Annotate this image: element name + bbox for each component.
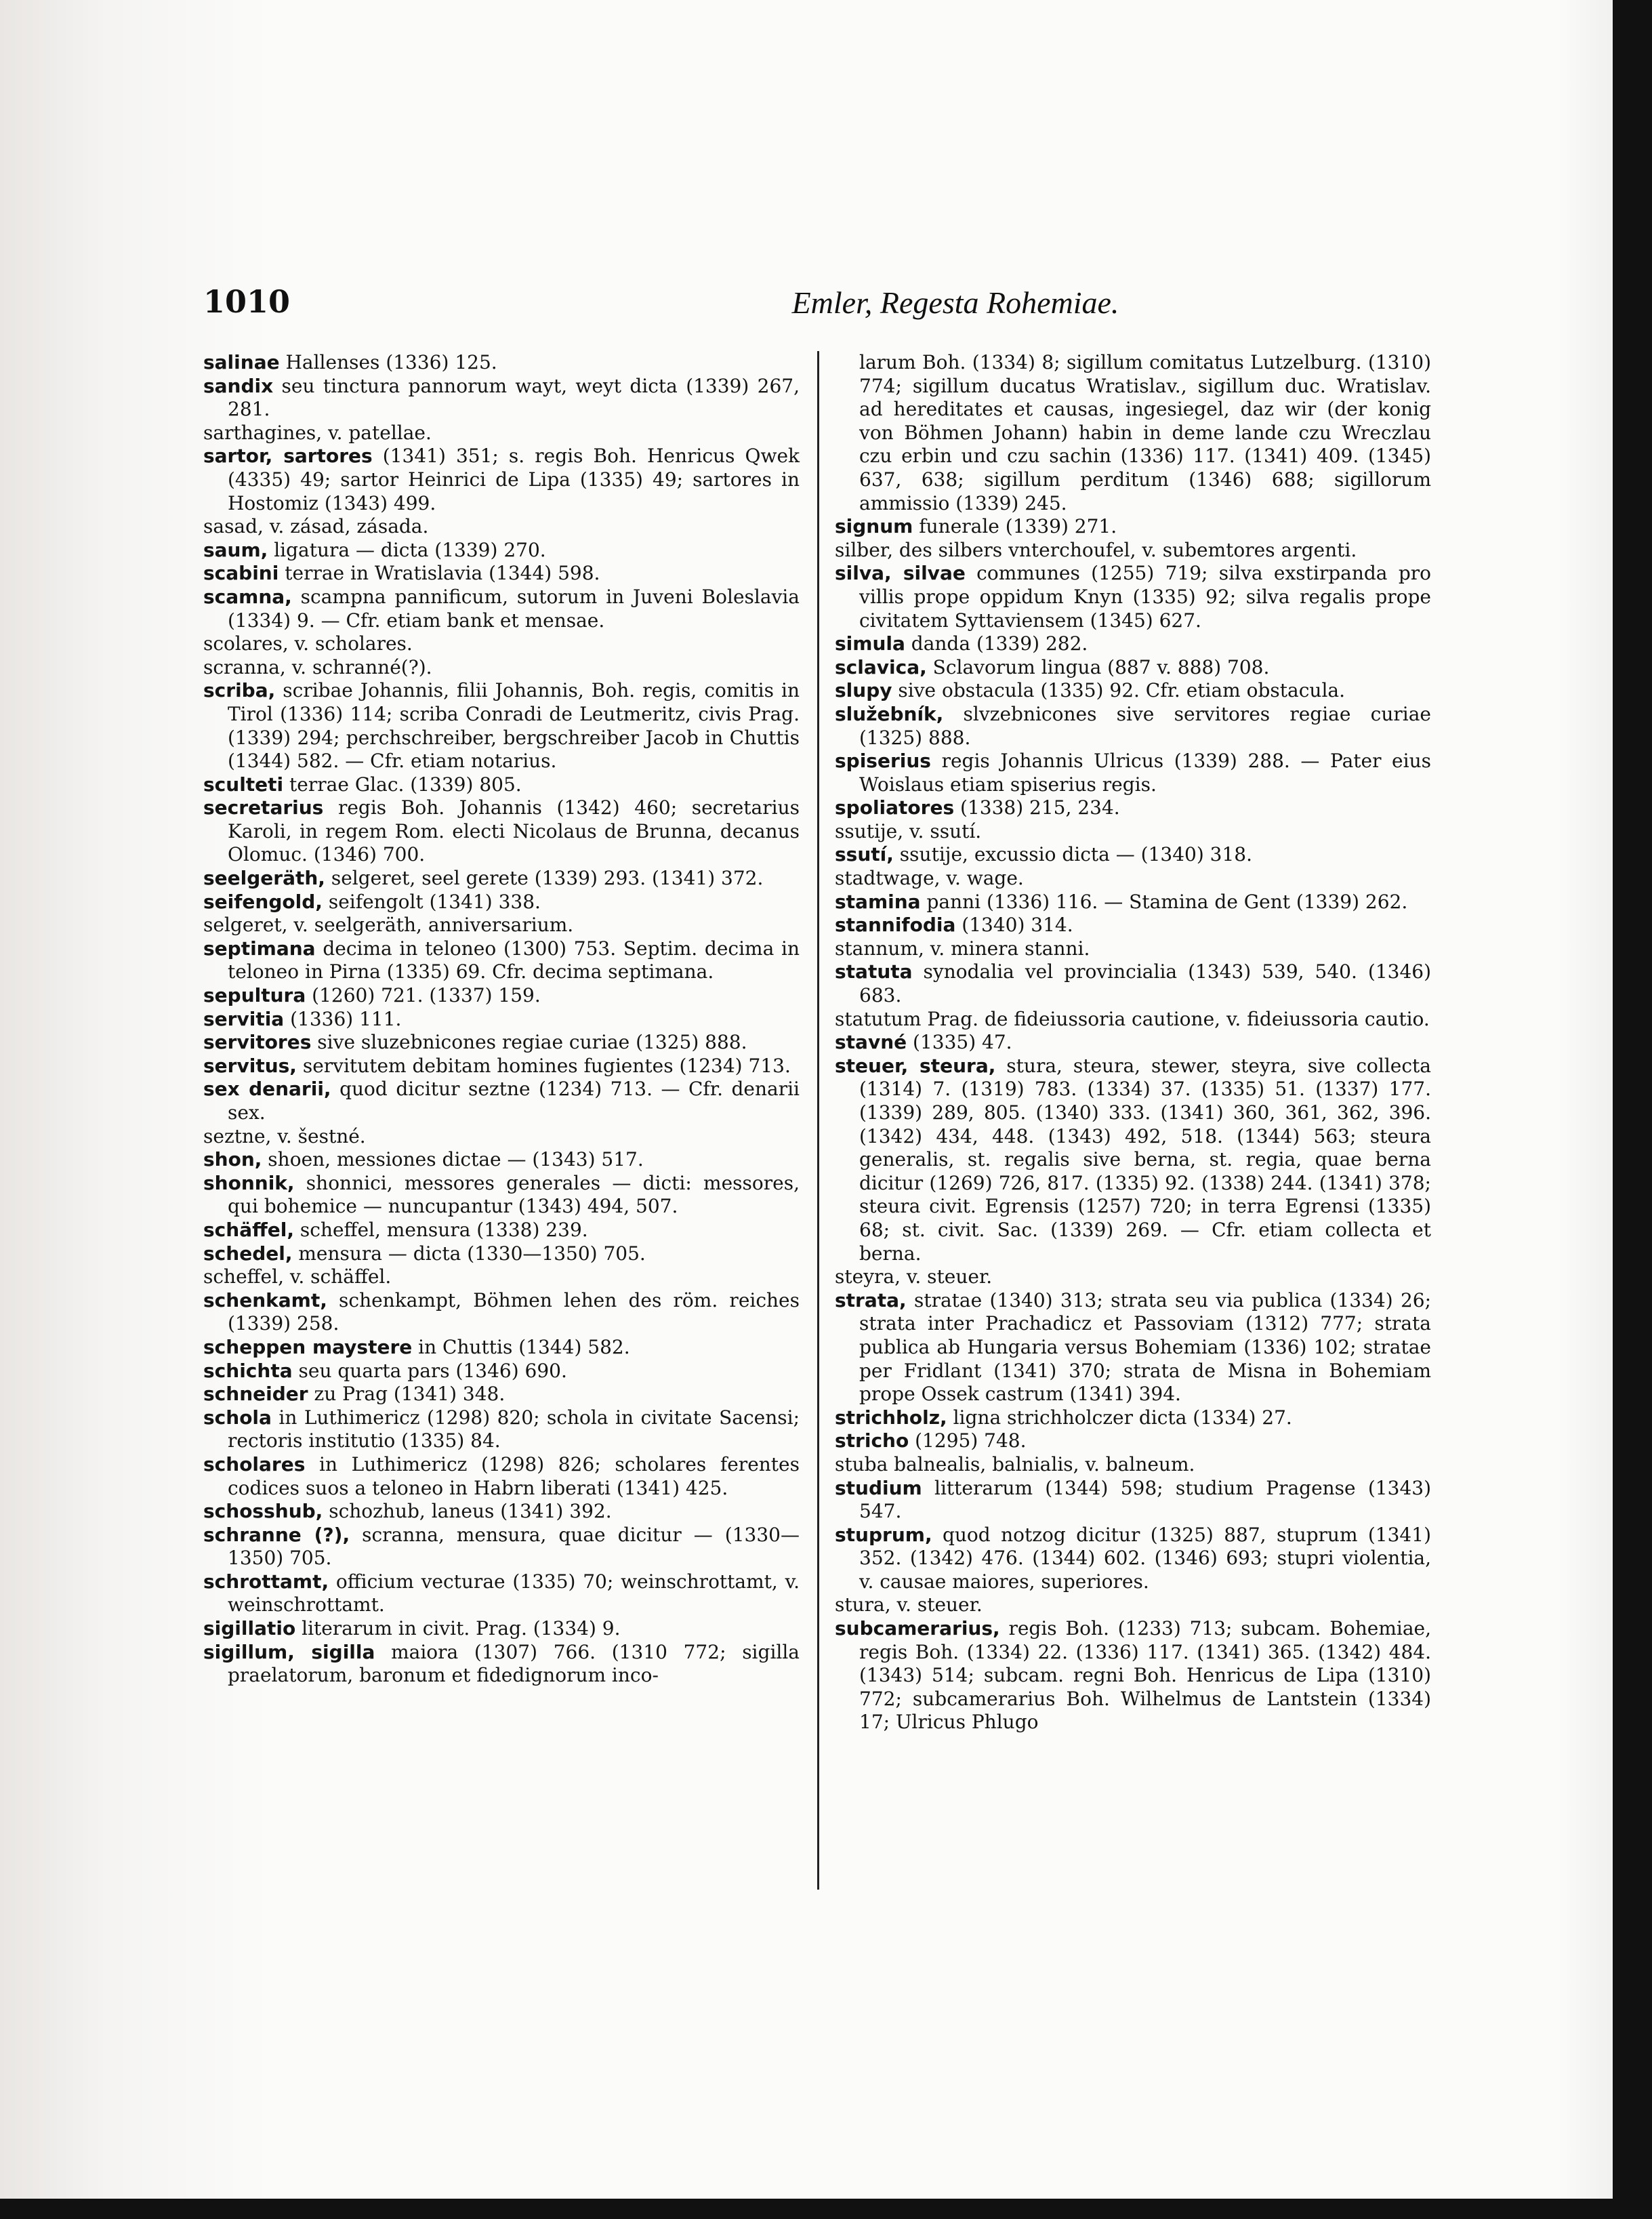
entry-headword: schedel,: [203, 1242, 293, 1265]
entry-headword: subcamerarius,: [835, 1617, 1000, 1640]
entry-headword: simula: [835, 632, 905, 655]
entry-text: stura, steura, stewer, steyra, sive collecta (1314) 7. (1319) 783. (1334) 37. (1335) 51. (1337) 177. (1339) 289, 805. (1340) 333. (1341) 360, 361, 362, 396. (1342) 434, 448. (1343) 492, 518. (1344) 563; steura generalis, st. regalis sive berna, st. regia, quae berna dicitur (1269) 726, 817. (1335) 92. (1338) 244. (1341) 378; steura civit. Egrensis (1257) 720; in terra Egrensi (1335) 68; st. civit. Sac. (1339) 269. — Cfr. etiam collecta et berna.: [859, 1054, 1431, 1265]
entry-text: in Luthimericz (1298) 826; scholares ferentes codices suos a teloneo in Habrn liberati (1341) 425.: [228, 1452, 800, 1499]
entry-text: in Chuttis (1344) 582.: [412, 1335, 630, 1358]
entry-text: stuba balnealis, balnialis, v. balneum.: [835, 1452, 1195, 1475]
entry-headword: shon,: [203, 1148, 262, 1171]
index-entry: [203, 1336, 800, 1360]
entry-headword: sculteti: [203, 773, 284, 796]
entry-headword: sex denarii,: [203, 1078, 331, 1101]
entry-headword: saum,: [203, 538, 268, 561]
index-entry: [203, 586, 800, 632]
entry-text: slvzebnicones sive servitores regiae curiae (1325) 888.: [859, 702, 1431, 749]
index-entry: [203, 1008, 800, 1032]
entry-headword: steuer, steura,: [835, 1054, 996, 1077]
entry-text: (1260) 721. (1337) 159.: [306, 984, 541, 1007]
left-column: [203, 351, 800, 1688]
entry-headword: schäffel,: [203, 1218, 294, 1241]
index-entry: [835, 515, 1431, 539]
index-entry: [835, 562, 1431, 632]
index-entry: [835, 1593, 1431, 1617]
entry-text: (1338) 215, 234.: [954, 796, 1120, 819]
entry-text: Hallenses (1336) 125.: [279, 351, 497, 373]
entry-text: (1295) 748.: [909, 1429, 1027, 1452]
index-entry: [835, 1031, 1431, 1055]
index-entry: [203, 1125, 800, 1149]
index-entry: [835, 1429, 1431, 1453]
entry-text: decima in teloneo (1300) 753. Septim. decima in teloneo in Pirna (1335) 69. Cfr. decima septimana.: [228, 937, 800, 983]
entry-headword: studium: [835, 1476, 922, 1499]
entry-text: scranna, v. schranné(?).: [203, 655, 432, 678]
entry-headword: scheppen maystere: [203, 1335, 413, 1358]
entry-text: scranna, mensura, quae dicitur — (1330—1350) 705.: [228, 1523, 800, 1570]
entry-text: literarum in civit. Prag. (1334) 9.: [295, 1617, 621, 1640]
index-entry: [203, 1383, 800, 1406]
index-entry: [835, 1406, 1431, 1430]
entry-headword: schola: [203, 1406, 272, 1429]
entry-text: danda (1339) 282.: [905, 632, 1088, 655]
index-entry: [835, 937, 1431, 961]
entry-text: larum Boh. (1334) 8; sigillum comitatus Lutzelburg. (1310) 774; sigillum ducatus Wratislav., sigillum duc. Wratislav. ad hereditates et causas, ingesiegel, daz wir (der konig von Böhmen Johann) habin in deme lande czu Wreczlau czu erbin und czu sachin (1336) 117. (1341) 409. (1345) 637, 638; sigillum perditum (1346) 688; sigillorum ammissio (1339) 245.: [859, 351, 1431, 514]
index-entry: [203, 539, 800, 563]
entry-text: regis Boh. Johannis (1342) 460; secretarius Karoli, in regem Rom. electi Nicolaus de Brunna, decanus Olomuc. (1346) 700.: [228, 796, 800, 866]
index-entry: [835, 1453, 1431, 1477]
index-entry: [203, 1406, 800, 1453]
entry-text: ssutije, excussio dicta — (1340) 318.: [893, 843, 1253, 866]
entry-headword: secretarius: [203, 796, 324, 819]
index-entry: [203, 351, 800, 375]
entry-headword: scabini: [203, 562, 279, 585]
index-entry: [203, 796, 800, 867]
entry-text: sive sluzebnicones regiae curiae (1325) 888.: [311, 1031, 747, 1054]
entry-text: schenkampt, Böhmen lehen des röm. reiches (1339) 258.: [228, 1288, 800, 1335]
entry-text: selgeret, v. seelgeräth, anniversarium.: [203, 914, 574, 937]
index-entry: [835, 867, 1431, 891]
scan-edge-bottom: [0, 2199, 1652, 2219]
entry-headword: salinae: [203, 351, 280, 373]
entry-headword: schenkamt,: [203, 1288, 327, 1311]
entry-text: stratae (1340) 313; strata seu via publica (1334) 26; strata inter Prachadicz et Passoviam (1312) 777; strata publica ab Hungaria versus Bohemiam (1336) 102; stratae per Fridlant (1341) 370; strata de Misna in Bohemiam prope Ossek castrum (1341) 394.: [859, 1288, 1431, 1406]
index-entry: [203, 562, 800, 586]
index-entry: [203, 937, 800, 984]
entry-headword: seifengold,: [203, 890, 323, 913]
entry-headword: stavné: [835, 1031, 907, 1054]
entry-headword: schosshub,: [203, 1500, 323, 1523]
entry-text: sive obstacula (1335) 92. Cfr. etiam obstacula.: [892, 679, 1345, 702]
entry-headword: schrottamt,: [203, 1570, 329, 1593]
entry-headword: ssutí,: [835, 843, 894, 866]
index-entry: [835, 843, 1431, 867]
entry-headword: sigillatio: [203, 1617, 296, 1640]
entry-text: scribae Johannis, filii Johannis, Boh. regis, comitis in Tirol (1336) 114; scriba Conradi de Leutmeritz, civis Prag. (1339) 294; perchschreiber, bergschreiber Jacob in Chuttis (1344) 582. — Cfr. etiam notarius.: [228, 679, 800, 773]
index-entry: [203, 1360, 800, 1383]
entry-headword: strichholz,: [835, 1406, 947, 1429]
entry-text: litterarum (1344) 598; studium Pragense (1343) 547.: [859, 1476, 1431, 1523]
index-entry: [203, 445, 800, 515]
index-entry: [203, 1641, 800, 1688]
index-entry: [203, 891, 800, 914]
entry-headword: scriba,: [203, 679, 276, 702]
right-column: [835, 351, 1431, 1734]
entry-text: quod dicitur seztne (1234) 713. — Cfr. denarii sex.: [228, 1078, 800, 1124]
entry-text: funerale (1339) 271.: [913, 515, 1117, 538]
entry-text: scheffel, mensura (1338) 239.: [294, 1218, 588, 1241]
entry-headword: shonnik,: [203, 1171, 295, 1194]
column-divider: [817, 351, 819, 1890]
entry-text: (1336) 111.: [284, 1007, 402, 1030]
entry-text: regis Boh. (1233) 713; subcam. Bohemiae, regis Boh. (1334) 22. (1336) 117. (1341) 365. (1342) 484. (1343) 514; subcam. regni Boh. Henricus de Lipa (1310) 772; subcamerarius Boh. Wilhelmus de Lantstein (1334) 17; Ulricus Phlugo: [859, 1617, 1431, 1734]
index-entry: [835, 1617, 1431, 1734]
index-entry: [835, 1289, 1431, 1406]
entry-headword: scholares: [203, 1452, 306, 1475]
entry-text: communes (1255) 719; silva exstirpanda pro villis prope oppidum Knyn (1335) 92; silva regalis prope civitatem Syttaviensem (1345) 627.: [859, 562, 1432, 632]
entry-headword: servitus,: [203, 1054, 297, 1077]
entry-text: scampna pannificum, sutorum in Juveni Boleslavia (1334) 9. — Cfr. etiam bank et mensae.: [228, 585, 800, 632]
entry-headword: seelgeräth,: [203, 867, 325, 890]
entry-text: (1341) 351; s. regis Boh. Henricus Qwek (4335) 49; sartor Heinrici de Lipa (1335) 49; sartores in Hostomiz (1343) 499.: [228, 445, 800, 514]
entry-headword: schranne (?),: [203, 1523, 350, 1546]
index-entry: [203, 1242, 800, 1266]
entry-headword: sartor, sartores: [203, 445, 373, 468]
index-entry: [835, 750, 1431, 796]
entry-headword: slupy: [835, 679, 892, 702]
entry-text: seu quarta pars (1346) 690.: [292, 1359, 567, 1382]
entry-headword: sigillum, sigilla: [203, 1640, 375, 1663]
entry-text: servitutem debitam homines fugientes (1234) 713.: [296, 1054, 791, 1077]
entry-text: (1335) 47.: [907, 1031, 1012, 1054]
entry-text: stadtwage, v. wage.: [835, 867, 1024, 890]
entry-text: sasad, v. zásad, zásada.: [203, 515, 429, 538]
index-entry: [203, 1617, 800, 1641]
entry-headword: stuprum,: [835, 1523, 932, 1546]
entry-headword: strata,: [835, 1288, 907, 1311]
index-entry: [203, 1219, 800, 1242]
page-number: 1010: [203, 283, 291, 320]
entry-text: silber, des silbers vnterchoufel, v. subemtores argenti.: [835, 538, 1357, 561]
entry-headword: stannifodia: [835, 914, 956, 937]
entry-text: schozhub, laneus (1341) 392.: [323, 1500, 612, 1523]
index-entry: [203, 375, 800, 422]
entry-text: sarthagines, v. patellae.: [203, 421, 432, 444]
entry-text: seztne, v. šestné.: [203, 1124, 366, 1147]
entry-headword: služebník,: [835, 702, 944, 725]
entry-headword: spiserius: [835, 750, 931, 773]
entry-text: quod notzog dicitur (1325) 887, stuprum (1341) 352. (1342) 476. (1344) 602. (1346) 693; stupri violentia, v. causae maiores, superiores.: [859, 1523, 1431, 1593]
entry-text: maiora (1307) 766. (1310 772; sigilla praelatorum, baronum et fidedignorum inco-: [228, 1640, 800, 1687]
entry-text: shonnici, messores generales — dicti: messores, qui bohemice — nuncupantur (1343) 494, 507.: [228, 1171, 800, 1218]
entry-text: in Luthimericz (1298) 820; schola in civitate Sacensi; rectoris institutio (1335) 84.: [228, 1406, 800, 1452]
entry-text: synodalia vel provincialia (1343) 539, 540. (1346) 683.: [859, 960, 1431, 1007]
index-entry: [835, 1008, 1431, 1032]
index-entry: [835, 632, 1431, 656]
index-entry: [835, 914, 1431, 937]
entry-text: (1340) 314.: [955, 914, 1073, 937]
entry-headword: schneider: [203, 1383, 308, 1406]
index-entry: [835, 960, 1431, 1007]
entry-headword: servitia: [203, 1007, 285, 1030]
running-title: Emler, Regesta Rohemiae.: [791, 285, 1119, 320]
entry-text: panni (1336) 116. — Stamina de Gent (1339) 262.: [920, 890, 1408, 913]
entry-text: terrae Glac. (1339) 805.: [283, 773, 522, 796]
entry-headword: schichta: [203, 1359, 293, 1382]
entry-text: shoen, messiones dictae — (1343) 517.: [262, 1148, 644, 1171]
entry-headword: sclavica,: [835, 655, 927, 678]
index-entry: [203, 1570, 800, 1617]
index-entry: [835, 820, 1431, 844]
index-entry: [203, 1172, 800, 1219]
entry-headword: sepultura: [203, 984, 306, 1007]
entry-headword: sandix: [203, 374, 274, 397]
index-entry: [203, 1031, 800, 1055]
index-entry: [203, 1148, 800, 1172]
entry-text: stura, v. steuer.: [835, 1593, 983, 1616]
entry-text: seifengolt (1341) 338.: [322, 890, 541, 913]
index-entry: [203, 1289, 800, 1336]
entry-headword: statuta: [835, 960, 913, 983]
index-entry: [203, 632, 800, 656]
index-entry: [203, 1500, 800, 1524]
entry-headword: scamna,: [203, 585, 292, 608]
entry-headword: spoliatores: [835, 796, 955, 819]
index-entry: [203, 914, 800, 937]
index-entry: [835, 1055, 1431, 1265]
index-entry: [835, 796, 1431, 820]
entry-headword: stricho: [835, 1429, 909, 1452]
entry-text: scheffel, v. schäffel.: [203, 1265, 392, 1288]
entry-headword: septimana: [203, 937, 316, 960]
entry-headword: servitores: [203, 1031, 312, 1054]
entry-text: mensura — dicta (1330—1350) 705.: [292, 1242, 646, 1265]
entry-text: Sclavorum lingua (887 v. 888) 708.: [926, 655, 1270, 678]
entry-text: seu tinctura pannorum wayt, weyt dicta (1339) 267, 281.: [228, 374, 800, 421]
index-entry: [835, 1524, 1431, 1594]
entry-text: ligatura — dicta (1339) 270.: [268, 538, 546, 561]
entry-text: zu Prag (1341) 348.: [308, 1383, 505, 1406]
index-entry: [203, 422, 800, 445]
index-entry: [835, 351, 1431, 515]
scan-edge-right: [1613, 0, 1652, 2219]
entry-text: officium vecturae (1335) 70; weinschrottamt, v. weinschrottamt.: [228, 1570, 800, 1616]
index-entry: [835, 539, 1431, 563]
index-entry: [835, 1265, 1431, 1289]
entry-headword: stamina: [835, 890, 921, 913]
index-entry: [203, 984, 800, 1008]
entry-text: terrae in Wratislavia (1344) 598.: [278, 562, 600, 585]
index-entry: [203, 1055, 800, 1078]
index-entry: [835, 1477, 1431, 1524]
index-entry: [203, 515, 800, 539]
entry-headword: signum: [835, 515, 913, 538]
index-entry: [203, 656, 800, 680]
entry-text: stannum, v. minera stanni.: [835, 937, 1090, 960]
index-entry: [835, 891, 1431, 914]
index-entry: [835, 703, 1431, 750]
index-entry: [835, 656, 1431, 680]
entry-text: steyra, v. steuer.: [835, 1265, 993, 1288]
page-header: [203, 283, 1477, 324]
index-entry: [203, 867, 800, 891]
entry-text: selgeret, seel gerete (1339) 293. (1341) 372.: [325, 867, 764, 890]
entry-text: statutum Prag. de fideiussoria cautione, v. fideiussoria cautio.: [835, 1007, 1430, 1030]
entry-text: scolares, v. scholares.: [203, 632, 413, 655]
entry-headword: silva, silvae: [835, 562, 966, 585]
index-entry: [835, 679, 1431, 703]
index-entry: [203, 773, 800, 797]
entry-text: ligna strichholczer dicta (1334) 27.: [947, 1406, 1292, 1429]
index-entry: [203, 1524, 800, 1570]
index-entry: [203, 1078, 800, 1124]
index-entry: [203, 1265, 800, 1289]
index-entry: [203, 679, 800, 773]
entry-text: ssutije, v. ssutí.: [835, 819, 982, 842]
entry-text: regis Johannis Ulricus (1339) 288. — Pater eius Woislaus etiam spiserius regis.: [859, 750, 1431, 796]
index-entry: [203, 1453, 800, 1500]
